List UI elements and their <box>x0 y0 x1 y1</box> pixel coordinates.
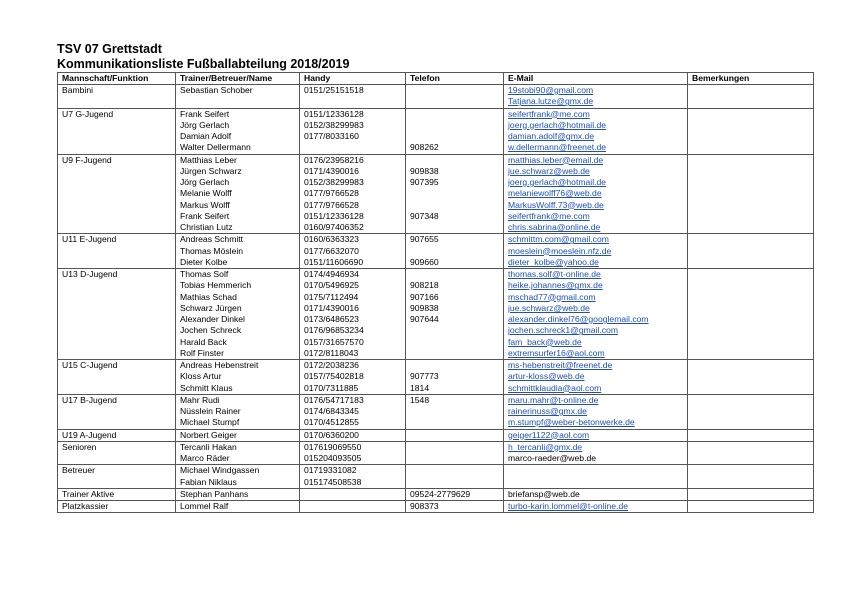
phone-cell <box>406 465 504 489</box>
phone-cell <box>406 234 504 269</box>
mobile-cell <box>300 154 406 234</box>
email-address: briefansp@web.de <box>508 488 580 499</box>
names-cell <box>176 501 300 513</box>
names-cell <box>176 360 300 395</box>
person-name: Rolf Finster <box>180 347 224 358</box>
email-link[interactable]: joerg.gerlach@hotmail.de <box>508 177 607 187</box>
mobile-number: 0151/12336128 <box>304 108 364 119</box>
table-row <box>58 488 814 500</box>
mobile-number: 0173/6486523 <box>304 314 359 324</box>
mobile-number: 0157/31657570 <box>304 336 364 347</box>
mobile-number: 01719331082 <box>304 465 357 476</box>
phone-number: 908218 <box>410 280 439 291</box>
team-name: U11 E-Jugend <box>62 234 117 245</box>
email-cell <box>504 429 688 441</box>
email-link[interactable]: jochen.schreck1@gmail.com <box>508 325 618 336</box>
names-cell <box>176 488 300 500</box>
phone-number <box>410 222 503 233</box>
phone-number <box>410 465 503 476</box>
mobile-number: 0172/8118043 <box>304 347 359 358</box>
mobile-number: 0176/23958216 <box>304 154 364 165</box>
phone-number <box>410 360 503 371</box>
email-link[interactable]: chris.sabrina@online.de <box>508 222 601 232</box>
mobile-number <box>304 501 405 512</box>
mobile-number: 0177/6632070 <box>304 245 359 256</box>
phone-cell <box>406 488 504 500</box>
person-name <box>180 96 299 107</box>
person-name: Alexander Dinkel <box>180 314 245 324</box>
email-link[interactable]: ms-hebenstreit@freenet.de <box>508 360 613 370</box>
email-link[interactable]: MarkusWolff.73@web.de <box>508 199 604 210</box>
names-cell <box>176 429 300 441</box>
phone-number: 907395 <box>410 177 439 187</box>
mobile-number: 0177/9766528 <box>304 199 359 210</box>
email-link[interactable]: Tatjana.lutze@gmx.de <box>508 96 594 107</box>
team-name: Senioren <box>62 441 97 452</box>
column-header: Mannschaft/Funktion <box>58 73 176 85</box>
mobile-number: 0176/54717183 <box>304 394 364 405</box>
phone-number <box>410 200 503 211</box>
phone-number: 908373 <box>410 501 439 511</box>
email-link[interactable]: maru.mahr@t-online.de <box>508 394 599 405</box>
person-name: Stephan Panhans <box>180 488 249 499</box>
email-cell <box>504 501 688 513</box>
team-cell <box>58 394 176 429</box>
person-name: Thomas Möslein <box>180 245 244 256</box>
mobile-number: 0175/7112494 <box>304 291 359 302</box>
phone-number <box>410 442 503 453</box>
mobile-number: 0176/96853234 <box>304 325 364 336</box>
person-name: Harald Back <box>180 336 227 347</box>
person-name: Dieter Kolbe <box>180 256 228 267</box>
team-cell <box>58 429 176 441</box>
remarks-cell <box>688 269 814 360</box>
person-name: Lommel Ralf <box>180 501 229 511</box>
phone-number <box>410 246 503 257</box>
phone-number: 909838 <box>410 302 439 313</box>
team-cell <box>58 234 176 269</box>
mobile-number: 0170/7311885 <box>304 382 359 393</box>
team-name: Bambini <box>62 85 94 95</box>
team-cell <box>58 501 176 513</box>
phone-number <box>410 96 503 107</box>
team-cell <box>58 488 176 500</box>
email-cell <box>504 234 688 269</box>
mobile-number: 0174/6843345 <box>304 406 359 416</box>
email-link[interactable]: heike.johannes@gmx.de <box>508 280 603 291</box>
email-link[interactable]: rainerinuss@gmx.de <box>508 406 587 416</box>
mobile-number <box>304 142 405 153</box>
email-cell <box>504 269 688 360</box>
person-name: Melanie Wolff <box>180 188 232 199</box>
team-cell <box>58 269 176 360</box>
phone-number: 1814 <box>410 382 430 393</box>
person-name: Christian Lutz <box>180 222 233 232</box>
email-link[interactable]: artur-kloss@web.de <box>508 371 585 382</box>
team-name: Trainer Aktive <box>62 488 115 499</box>
remarks-cell <box>688 488 814 500</box>
column-header: Trainer/Betreuer/Name <box>176 73 300 85</box>
person-name: Jochen Schreck <box>180 325 242 336</box>
person-name: Andreas Hebenstreit <box>180 360 259 370</box>
phone-number: 1548 <box>410 394 430 405</box>
phone-number <box>410 348 503 359</box>
remarks-cell <box>688 85 814 109</box>
phone-number <box>410 417 503 428</box>
mobile-number: 017619069550 <box>304 441 362 452</box>
names-cell <box>176 85 300 109</box>
remarks-cell <box>688 465 814 489</box>
mobile-number: 0174/4946934 <box>304 269 359 279</box>
email-link[interactable]: jue.schwarz@web.de <box>508 302 590 313</box>
table-header-row <box>58 73 814 85</box>
remarks-cell <box>688 429 814 441</box>
mobile-number: 0160/6363323 <box>304 234 359 245</box>
person-name: Andreas Schmitt <box>180 234 244 245</box>
table-row <box>58 234 814 269</box>
email-link[interactable]: joerg.gerlach@hotmail.de <box>508 119 607 130</box>
table-row <box>58 501 814 513</box>
phone-number <box>410 131 503 142</box>
email-cell <box>504 108 688 154</box>
names-cell <box>176 108 300 154</box>
phone-cell <box>406 85 504 109</box>
person-name: Tercanli Hakan <box>180 441 237 452</box>
phone-number <box>410 85 503 96</box>
team-name: U9 F-Jugend <box>62 154 112 165</box>
team-cell <box>58 154 176 234</box>
person-name: Damian Adolf <box>180 131 232 141</box>
phone-cell <box>406 441 504 465</box>
person-name: Norbert Geiger <box>180 429 237 440</box>
email-cell <box>504 488 688 500</box>
contact-table <box>57 72 814 513</box>
phone-number <box>410 155 503 166</box>
phone-number <box>410 453 503 464</box>
remarks-cell <box>688 501 814 513</box>
phone-cell <box>406 501 504 513</box>
phone-cell <box>406 108 504 154</box>
names-cell <box>176 394 300 429</box>
mobile-number: 0152/38299983 <box>304 119 364 130</box>
club-name: TSV 07 Grettstadt <box>57 42 162 56</box>
mobile-cell <box>300 108 406 154</box>
phone-cell <box>406 429 504 441</box>
email-link[interactable]: schmittklaudia@aol.com <box>508 382 602 393</box>
team-cell <box>58 85 176 109</box>
team-cell <box>58 465 176 489</box>
mobile-number: 015174508538 <box>304 476 362 487</box>
mobile-number: 0170/5496925 <box>304 280 359 291</box>
phone-number: 909660 <box>410 256 439 267</box>
phone-number: 907644 <box>410 314 439 324</box>
mobile-cell <box>300 234 406 269</box>
mobile-cell <box>300 501 406 513</box>
team-name: Betreuer <box>62 465 95 476</box>
team-cell <box>58 108 176 154</box>
remarks-cell <box>688 154 814 234</box>
phone-number <box>410 337 503 348</box>
table-row <box>58 269 814 360</box>
mobile-number: 015204093505 <box>304 453 362 463</box>
person-name: Tobias Hemmerich <box>180 280 252 291</box>
email-link[interactable]: moeslein@moeslein.nfz.de <box>508 245 612 256</box>
person-name: Jörg Gerlach <box>180 119 230 130</box>
column-header: Handy <box>300 73 406 85</box>
person-name: Frank Seifert <box>180 210 230 221</box>
phone-number <box>410 325 503 336</box>
mobile-number <box>304 96 405 107</box>
email-link[interactable]: thomas.solf@t-online.de <box>508 269 601 279</box>
remarks-cell <box>688 108 814 154</box>
mobile-number: 0172/2038236 <box>304 360 359 370</box>
person-name: Jürgen Schwarz <box>180 165 242 176</box>
document-title: Kommunikationsliste Fußballabteilung 2018/2019 <box>57 57 350 71</box>
email-cell <box>504 441 688 465</box>
mobile-number: 0171/4390016 <box>304 302 359 313</box>
email-cell <box>504 360 688 395</box>
mobile-cell <box>300 465 406 489</box>
team-name: Platzkassier <box>62 501 109 511</box>
mobile-cell <box>300 85 406 109</box>
email-address <box>508 465 687 476</box>
mobile-cell <box>300 441 406 465</box>
remarks-cell <box>688 234 814 269</box>
remarks-cell <box>688 441 814 465</box>
email-link[interactable]: turbo-karin.lommel@t-online.de <box>508 501 629 511</box>
names-cell <box>176 441 300 465</box>
mobile-number: 0157/75402818 <box>304 371 364 382</box>
team-name: U13 D-Jugend <box>62 269 118 279</box>
person-name: Markus Wolff <box>180 199 230 210</box>
email-address <box>508 477 687 488</box>
mobile-number: 0177/9766528 <box>304 188 359 199</box>
table-row <box>58 85 814 109</box>
email-link[interactable]: melaniewolff76@web.de <box>508 188 602 199</box>
team-cell <box>58 441 176 465</box>
phone-number <box>410 477 503 488</box>
names-cell <box>176 154 300 234</box>
email-link[interactable]: matthias.leber@email.de <box>508 154 604 165</box>
names-cell <box>176 234 300 269</box>
phone-number: 09524-2779629 <box>410 488 471 499</box>
table-row <box>58 465 814 489</box>
remarks-cell <box>688 394 814 429</box>
email-link[interactable]: geiger1122@aol.com <box>508 429 590 440</box>
person-name: Michael Windgassen <box>180 465 260 476</box>
phone-number: 908262 <box>410 142 439 153</box>
person-name: Frank Seifert <box>180 108 230 119</box>
mobile-number: 0151/11606690 <box>304 256 364 267</box>
person-name: Sebastian Schober <box>180 85 253 95</box>
email-link[interactable]: mschad77@gmail.com <box>508 291 596 302</box>
person-name: Schwarz Jürgen <box>180 302 242 313</box>
names-cell <box>176 269 300 360</box>
table-row <box>58 429 814 441</box>
email-link[interactable]: m.stumpf@weber-betonwerke.de <box>508 417 635 428</box>
email-link[interactable]: jue.schwarz@web.de <box>508 165 590 176</box>
person-name: Mathias Schad <box>180 291 237 302</box>
mobile-cell <box>300 394 406 429</box>
email-link[interactable]: seifertfrank@me.com <box>508 210 590 221</box>
mobile-number: 0177/8033160 <box>304 131 359 141</box>
mobile-number <box>304 489 405 500</box>
team-name: U7 G-Jugend <box>62 108 114 119</box>
person-name: Nüsslein Rainer <box>180 406 241 416</box>
email-cell <box>504 465 688 489</box>
phone-cell <box>406 394 504 429</box>
email-link[interactable]: 19stobi90@gmail.com <box>508 85 594 95</box>
table-row <box>58 394 814 429</box>
mobile-number: 0171/4390016 <box>304 165 359 176</box>
mobile-number: 0170/6360200 <box>304 429 359 440</box>
phone-number <box>410 406 503 417</box>
mobile-cell <box>300 269 406 360</box>
team-name: U19 A-Jugend <box>62 429 117 440</box>
mobile-cell <box>300 360 406 395</box>
mobile-number: 0160/97406352 <box>304 222 364 232</box>
team-cell <box>58 360 176 395</box>
remarks-cell <box>688 360 814 395</box>
email-link[interactable]: fam_back@web.de <box>508 336 582 347</box>
column-header: Telefon <box>406 73 504 85</box>
phone-number: 907773 <box>410 371 439 382</box>
email-link[interactable]: seifertfrank@me.com <box>508 108 590 119</box>
phone-number: 907166 <box>410 291 439 302</box>
phone-number: 907655 <box>410 234 439 245</box>
person-name: Fabian Niklaus <box>180 476 237 487</box>
person-name: Jörg Gerlach <box>180 177 230 187</box>
phone-number <box>410 188 503 199</box>
email-link[interactable]: schmittm.com@gmail.com <box>508 234 609 245</box>
phone-cell <box>406 269 504 360</box>
phone-cell <box>406 360 504 395</box>
email-cell <box>504 154 688 234</box>
person-name: Marco Räder <box>180 453 230 463</box>
table-row <box>58 360 814 395</box>
email-address: marco-raeder@web.de <box>508 453 597 463</box>
phone-number <box>410 430 503 441</box>
person-name: Kloss Artur <box>180 371 222 382</box>
mobile-cell <box>300 488 406 500</box>
email-link[interactable]: h_tercanli@gmx.de <box>508 441 583 452</box>
phone-cell <box>406 154 504 234</box>
names-cell <box>176 465 300 489</box>
table-row <box>58 154 814 234</box>
person-name: Matthias Leber <box>180 154 237 165</box>
mobile-cell <box>300 429 406 441</box>
email-link[interactable]: alexander.dinkel76@googlemail.com <box>508 314 649 324</box>
table-row <box>58 441 814 465</box>
email-cell <box>504 85 688 109</box>
mobile-number: 0151/12336128 <box>304 210 364 221</box>
team-name: U15 C-Jugend <box>62 360 118 370</box>
phone-number <box>410 109 503 120</box>
phone-number <box>410 269 503 280</box>
email-cell <box>504 394 688 429</box>
table-row <box>58 108 814 154</box>
mobile-number: 0151/25151518 <box>304 85 364 95</box>
person-name: Schmitt Klaus <box>180 382 233 393</box>
person-name: Thomas Solf <box>180 269 229 279</box>
person-name: Michael Stumpf <box>180 417 240 428</box>
team-name: U17 B-Jugend <box>62 394 117 405</box>
mobile-number: 0170/4512855 <box>304 417 359 428</box>
person-name: Walter Dellermann <box>180 142 251 153</box>
email-link[interactable]: damian.adolf@gmx.de <box>508 131 595 141</box>
phone-number <box>410 120 503 131</box>
person-name: Mahr Rudi <box>180 394 220 405</box>
email-link[interactable]: dieter_kolbe@yahoo.de <box>508 256 599 267</box>
column-header: Bemerkungen <box>688 73 814 85</box>
email-link[interactable]: extremsurfer16@aol.com <box>508 347 605 358</box>
phone-number: 909838 <box>410 165 439 176</box>
email-link[interactable]: w.dellermann@freenet.de <box>508 142 607 153</box>
column-header: E-Mail <box>504 73 688 85</box>
phone-number: 907348 <box>410 210 439 221</box>
mobile-number: 0152/38299983 <box>304 177 364 187</box>
